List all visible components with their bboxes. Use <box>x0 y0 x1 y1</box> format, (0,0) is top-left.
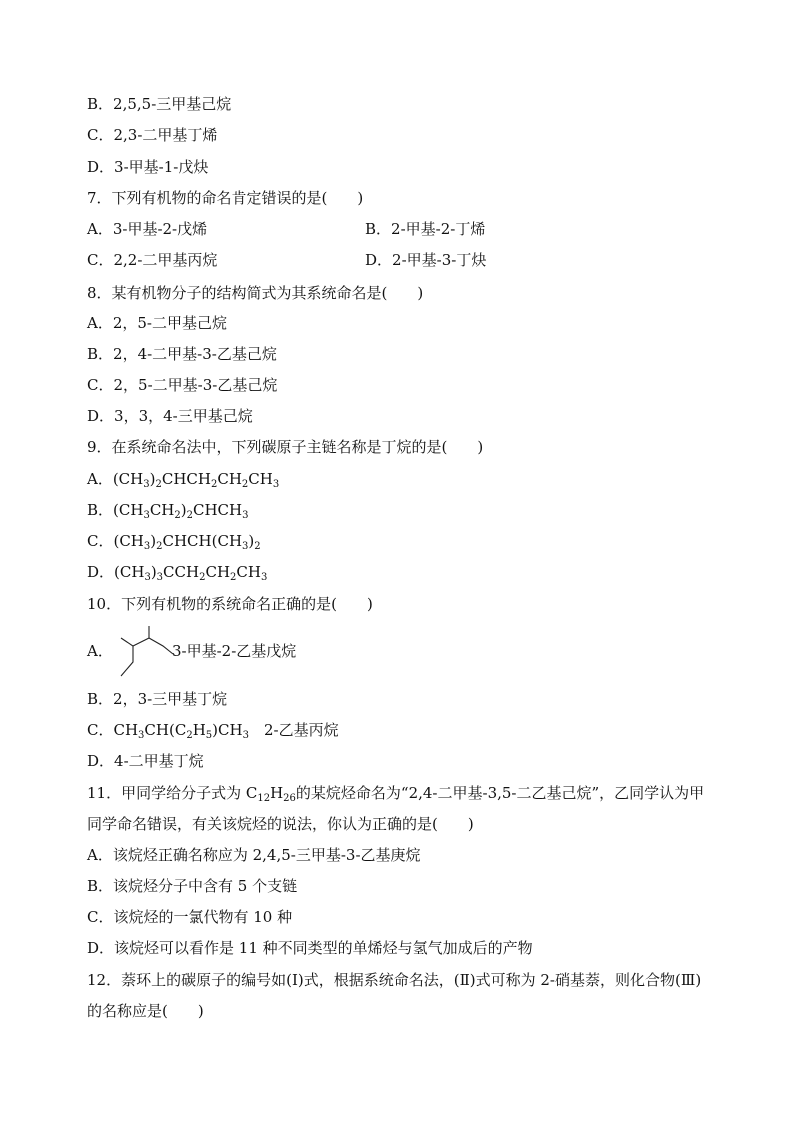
question-10: 10．下列有机物的系统命名正确的是( ) <box>87 595 373 613</box>
q11-option-b: B．该烷烃分子中含有 5 个支链 <box>87 877 298 895</box>
question-12-line-2: 的名称应是( ) <box>87 1002 204 1020</box>
q9-option-a: A．$(CH_3)_2CHCH_2CH_2CH_3$ <box>87 470 280 490</box>
option-b-prev: B．2,5,5-三甲基己烷 <box>87 95 232 113</box>
q8-option-a: A．2，5-二甲基己烷 <box>87 314 227 332</box>
q10-option-a-name: 3-甲基-2-乙基戊烷 <box>172 642 297 660</box>
question-9: 9．在系统命名法中，下列碳原子主链名称是丁烷的是( ) <box>87 438 484 456</box>
q10-option-a-label: A． <box>87 642 113 660</box>
q8-option-b: B．2，4-二甲基-3-乙基己烷 <box>87 345 277 363</box>
q8-option-d: D．3，3，4-三甲基己烷 <box>87 407 253 425</box>
q11-option-c: C．该烷烃的一氯代物有 10 种 <box>87 908 293 926</box>
question-7: 7．下列有机物的命名肯定错误的是( ) <box>87 189 364 207</box>
question-8: 8．某有机物分子的结构简式为其系统命名是( ) <box>87 284 424 302</box>
q9-option-d: D．$(CH_3)_3CCH_2CH_2CH_3$ <box>87 563 268 583</box>
q9-option-c: C．$(CH_3)_2CHCH(CH_3)_2$ <box>87 532 261 552</box>
q7-option-d: D．2-甲基-3-丁炔 <box>365 251 487 269</box>
q11-option-a: A．该烷烃正确名称应为 2,4,5-三甲基-3-乙基庚烷 <box>87 846 421 864</box>
q8-option-c: C．2，5-二甲基-3-乙基己烷 <box>87 376 278 394</box>
option-c-prev: C．2,3-二甲基丁烯 <box>87 126 218 144</box>
q10-option-b: B．2，3-三甲基丁烷 <box>87 690 228 708</box>
q11-option-d: D．该烷烃可以看作是 11 种不同类型的单烯烃与氢气加成后的产物 <box>87 939 533 957</box>
q10-option-d: D．4-二甲基丁烷 <box>87 752 204 770</box>
q7-option-a: A．3-甲基-2-戊烯 <box>87 220 208 238</box>
question-12-line-1: 12．萘环上的碳原子的编号如(Ⅰ)式，根据系统命名法，(Ⅱ)式可称为 2-硝基萘，则化合物(Ⅲ) <box>87 971 702 989</box>
option-d-prev: D．3-甲基-1-戊炔 <box>87 158 209 176</box>
q7-option-b: B．2-甲基-2-丁烯 <box>365 220 486 238</box>
q10-option-c: C．$CH_3CH(C_2H_5)CH_3$ 2-乙基丙烷 <box>87 721 339 741</box>
q7-option-c: C．2,2-二甲基丙烷 <box>87 251 218 269</box>
question-11-line-1: 11．甲同学给分子式为 $C_{12}H_{26}$的某烷烃命名为“2,4-二甲基-3,5-二乙基己烷”，乙同学认为甲 <box>87 784 705 804</box>
question-11-line-2: 同学命名错误，有关该烷烃的说法，你认为正确的是( ) <box>87 815 474 833</box>
skeletal-structure-diagram <box>118 624 178 680</box>
q9-option-b: B．$(CH_3CH_2)_2CHCH_3$ <box>87 501 249 521</box>
